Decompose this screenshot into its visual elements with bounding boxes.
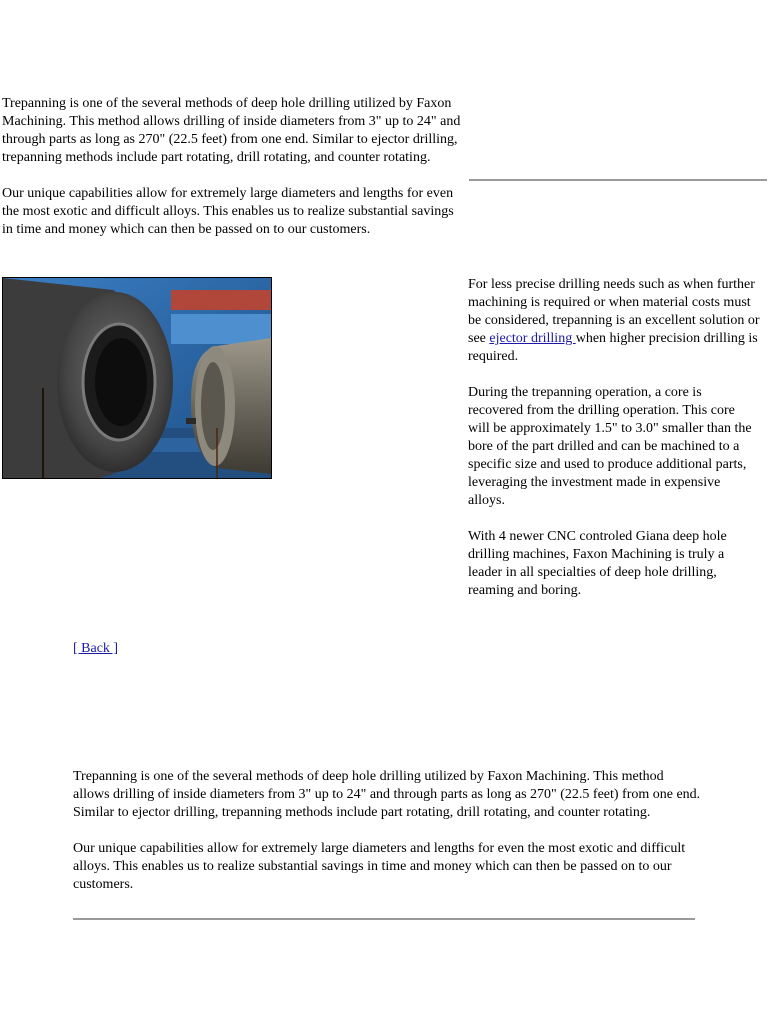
sidebar-paragraph-1 bbox=[468, 276, 760, 366]
bottom-divider bbox=[73, 918, 695, 920]
sidebar-paragraph-1-text: For less precise drilling needs such as when further machining is required or when material costs must be considered, trepanning is an excellent solution or see bbox=[468, 277, 760, 346]
sidebar-paragraph-1-tail: when higher precision drilling is required. bbox=[468, 331, 758, 364]
footer-paragraph-1: Trepanning is one of the several methods of deep hole drilling utilized by Faxon Machining. This method allows drilling of inside diameters from 3" up to 24" and through parts as long as 270" (22.5 feet) from one end. Similar to ejector drilling, trepanning methods include part rotating, drill rotating, and counter rotating. bbox=[73, 769, 701, 820]
intro-paragraph-1: Trepanning is one of the several methods of deep hole drilling utilized by Faxon Machining. This method allows drilling of inside diameters from 3" up to 24" and through parts as long as 270" (22.5 feet) from one end. Similar to ejector drilling, trepanning methods include part rotating, drill rotating, and counter rotating. bbox=[2, 96, 461, 165]
ejector-drilling-link[interactable]: ejector drilling bbox=[489, 331, 576, 346]
back-nav bbox=[73, 640, 118, 658]
back-link[interactable]: [ Back ] bbox=[73, 641, 119, 656]
footer-paragraph-2: Our unique capabilities allow for extremely large diameters and lengths for even the most exotic and difficult alloys. This enables us to realize substantial savings in time and money which can then be passed on to our customers. bbox=[73, 841, 686, 892]
footer-text bbox=[73, 768, 701, 894]
intro-text bbox=[2, 95, 464, 239]
intro-paragraph-2: Our unique capabilities allow for extremely large diameters and lengths for even the most exotic and difficult alloys. This enables us to realize substantial savings in time and money which can then be passed on to our customers. bbox=[2, 186, 454, 237]
sidebar-text bbox=[468, 276, 760, 600]
sidebar-paragraph-2: During the trepanning operation, a core is recovered from the drilling operation. This core will be approximately 1.5" to 3.0" smaller than the bore of the part drilled and can be machined to a specific size and used to produce additional parts, leveraging the investment made in expensive alloys. bbox=[468, 385, 752, 508]
sidebar-paragraph-3: With 4 newer CNC controled Giana deep hole drilling machines, Faxon Machining is truly a leader in all specialties of deep hole drilling, reaming and boring. bbox=[468, 529, 727, 598]
top-right-divider bbox=[469, 179, 767, 181]
trepanning-photo bbox=[2, 277, 272, 479]
